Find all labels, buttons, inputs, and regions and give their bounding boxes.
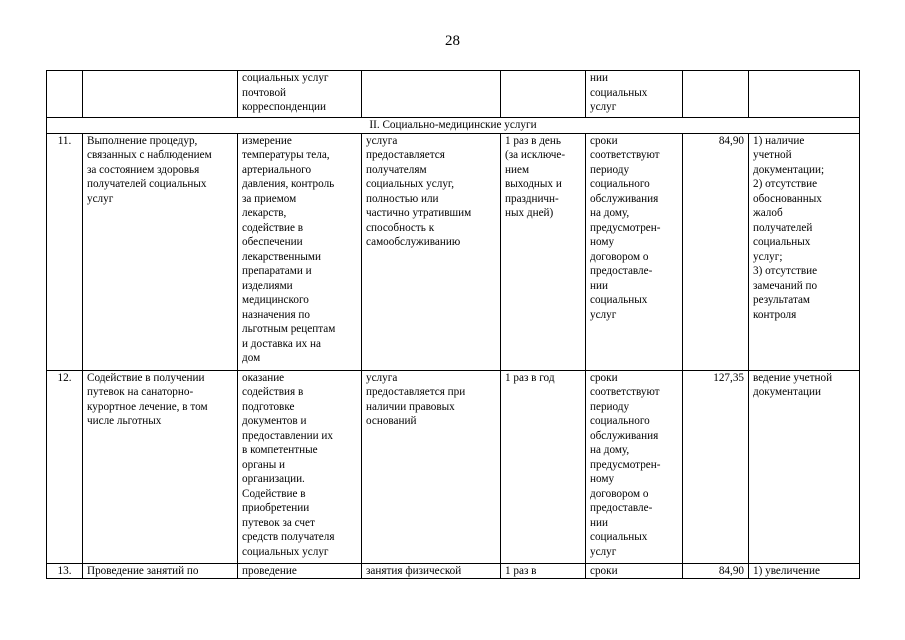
cell-content: социальных услуг почтовой корреспонденции [238,71,362,118]
cell-content: измерение температуры тела, артериального давления, контроль за приемом лекарств, содействие в обеспечении лекарственными препаратами и изделиями медицинского назначения по льготным рецептам и доставка их на дом [238,133,362,370]
cell-content: проведение [238,563,362,579]
cell-frequency [501,71,586,118]
cell-number: 11. [47,133,83,370]
cell-price [683,71,749,118]
section-heading: II. Социально-медицинские услуги [47,118,860,134]
cell-indicators: 1) увеличение [749,563,860,579]
cell-frequency: 1 раз в [501,563,586,579]
cell-service: Выполнение процедур, связанных с наблюдением за состоянием здоровья получателей социальных услуг [83,133,238,370]
table-row [47,370,860,563]
cell-number: 13. [47,563,83,579]
cell-indicators [749,71,860,118]
table-row [47,133,860,370]
table-row-continuation [47,71,860,118]
services-table [46,70,860,579]
cell-content: оказание содействия в подготовке документов и предоставлении их в компетентные органы и организации. Содействие в приобретении путевок за счет средств получателя социальных услуг [238,370,362,563]
cell-indicators: 1) наличие учетной документации; 2) отсутствие обоснованных жалоб получателей социальных услуг; 3) отсутствие замечаний по результатам контроля [749,133,860,370]
table-row [47,563,860,579]
page-number: 28 [445,33,460,49]
cell-frequency: 1 раз в год [501,370,586,563]
cell-service [83,71,238,118]
cell-conditions [362,71,501,118]
cell-number: 12. [47,370,83,563]
cell-terms: сроки [586,563,683,579]
cell-frequency: 1 раз в день (за исключе- нием выходных и праздничн- ных дней) [501,133,586,370]
cell-number [47,71,83,118]
cell-conditions: услуга предоставляется получателям социальных услуг, полностью или частично утратившим способность к самообслуживанию [362,133,501,370]
cell-indicators: ведение учетной документации [749,370,860,563]
cell-conditions: занятия физической [362,563,501,579]
cell-service: Проведение занятий по [83,563,238,579]
cell-price: 127,35 [683,370,749,563]
cell-terms: сроки соответствуют периоду социального обслуживания на дому, предусмотрен- ному договором о предоставле- нии социальных услуг [586,133,683,370]
cell-service: Содействие в получении путевок на санаторно- курортное лечение, в том числе льготных [83,370,238,563]
cell-conditions: услуга предоставляется при наличии правовых оснований [362,370,501,563]
cell-price: 84,90 [683,133,749,370]
section-heading-row [47,118,860,134]
cell-terms: нии социальных услуг [586,71,683,118]
cell-terms: сроки соответствуют периоду социального обслуживания на дому, предусмотрен- ному договором о предоставле- нии социальных услуг [586,370,683,563]
cell-price: 84,90 [683,563,749,579]
